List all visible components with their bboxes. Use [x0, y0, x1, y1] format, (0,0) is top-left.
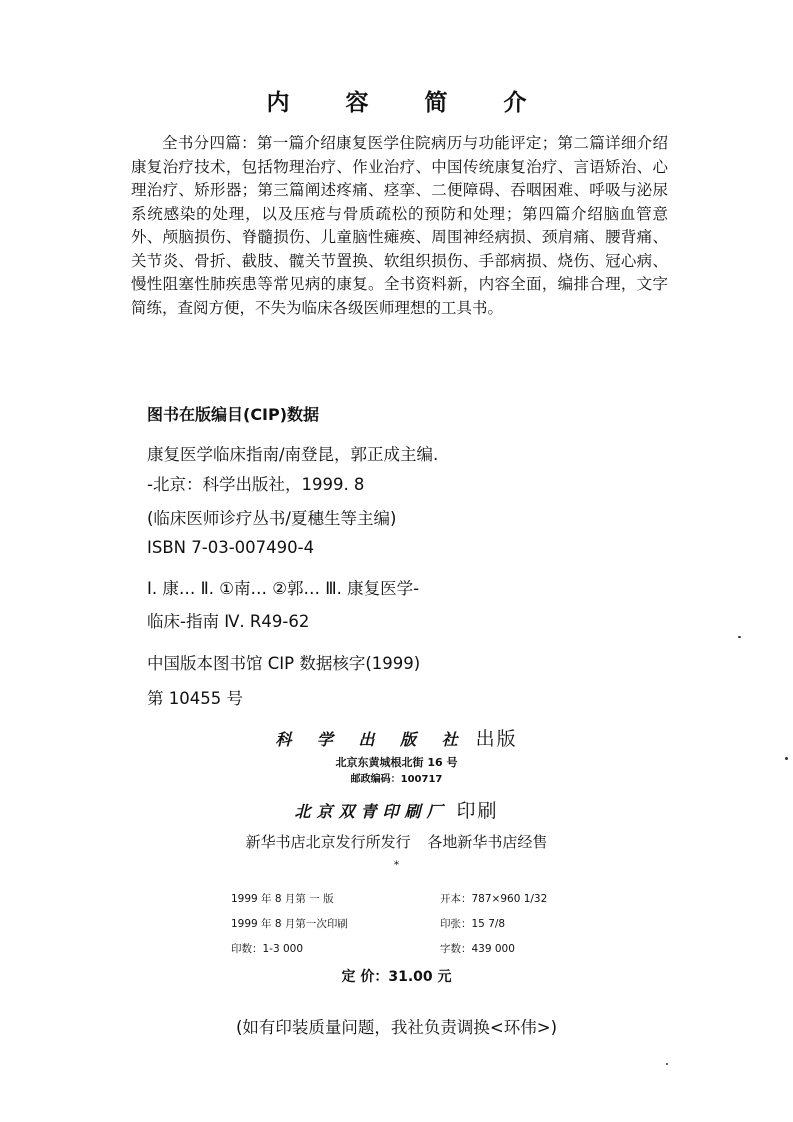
distribution-issuer: 新华书店北京发行所发行: [245, 833, 411, 851]
cip-line: 第 10455 号: [147, 689, 243, 708]
printer-line: [0, 796, 793, 823]
spec-print-run: 印数：1-3 000: [231, 943, 304, 955]
price: 定 价：31.00 元: [341, 969, 452, 985]
cip-line: 临床-指南 Ⅳ. R49-62: [147, 612, 310, 631]
publisher-postcode: 邮政编码：100717: [350, 774, 443, 785]
cip-line: -北京：科学出版社，1999. 8: [147, 475, 365, 494]
content-summary: 全书分四篇：第一篇介绍康复医学住院病历与功能评定；第二篇详细介绍康复治疗技术，包括物理治疗、作业治疗、中国传统康复治疗、言语矫治、心理治疗、矫形器；第三篇阐述疼痛、痉挛、二便障碍、吞咽困难、呼吸与泌尿系统感染的处理，以及压疮与骨质疏松的预防和处理；第四篇介绍脑血管意外、颅脑损伤、脊髓损伤、儿童脑性瘫痪、周围神经病损、颈肩痛、腰背痛、关节炎、骨折、截肢、髋关节置换、软组织损伤、手部病损、烧伤、冠心病、慢性阻塞性肺疾患等常见病的康复。全书资料新，内容全面，编排合理，文字简练，查阅方便，不失为临床各级医师理想的工具书。: [131, 134, 668, 317]
publisher-suffix: 出版: [475, 728, 518, 750]
cip-line: ISBN 7-03-007490-4: [147, 538, 315, 557]
cip-line: 康复医学临床指南/南登昆，郭正成主编.: [147, 445, 439, 464]
page-title: 内 容 简 介: [266, 90, 551, 116]
scan-speck: [785, 757, 788, 760]
cip-line: Ⅰ. 康… Ⅱ. ①南… ②郭… Ⅲ. 康复医学-: [147, 579, 420, 598]
cip-line: 中国版本图书馆 CIP 数据核字(1999): [147, 654, 421, 673]
separator-star: *: [394, 860, 399, 871]
spec-word-count: 字数：439 000: [440, 943, 515, 955]
spec-sheets: 印张：15 7/8: [440, 918, 506, 930]
scan-speck: [666, 1063, 668, 1065]
publisher-address: 北京东黄城根北街 16 号: [335, 756, 458, 769]
scan-speck: [738, 636, 741, 638]
spec-format: 开本：787×960 1/32: [440, 893, 548, 905]
printer-suffix: 印刷: [456, 800, 499, 822]
publisher-name: 科 学 出 版 社: [275, 730, 468, 749]
spec-printing: 1999 年 8 月第一次印刷: [231, 918, 348, 930]
spec-edition: 1999 年 8 月第 一 版: [231, 893, 334, 905]
distribution-seller: 各地新华书店经售: [427, 833, 548, 851]
cip-line: (临床医师诊疗丛书/夏穗生等主编): [147, 509, 397, 528]
printer-name: 北京双青印刷厂: [294, 802, 449, 821]
quality-notice: (如有印装质量问题，我社负责调换<环伟>): [235, 1018, 558, 1037]
publisher-line: [0, 724, 793, 751]
cip-heading: 图书在版编目(CIP)数据: [147, 405, 320, 424]
distribution-line: [0, 831, 793, 852]
